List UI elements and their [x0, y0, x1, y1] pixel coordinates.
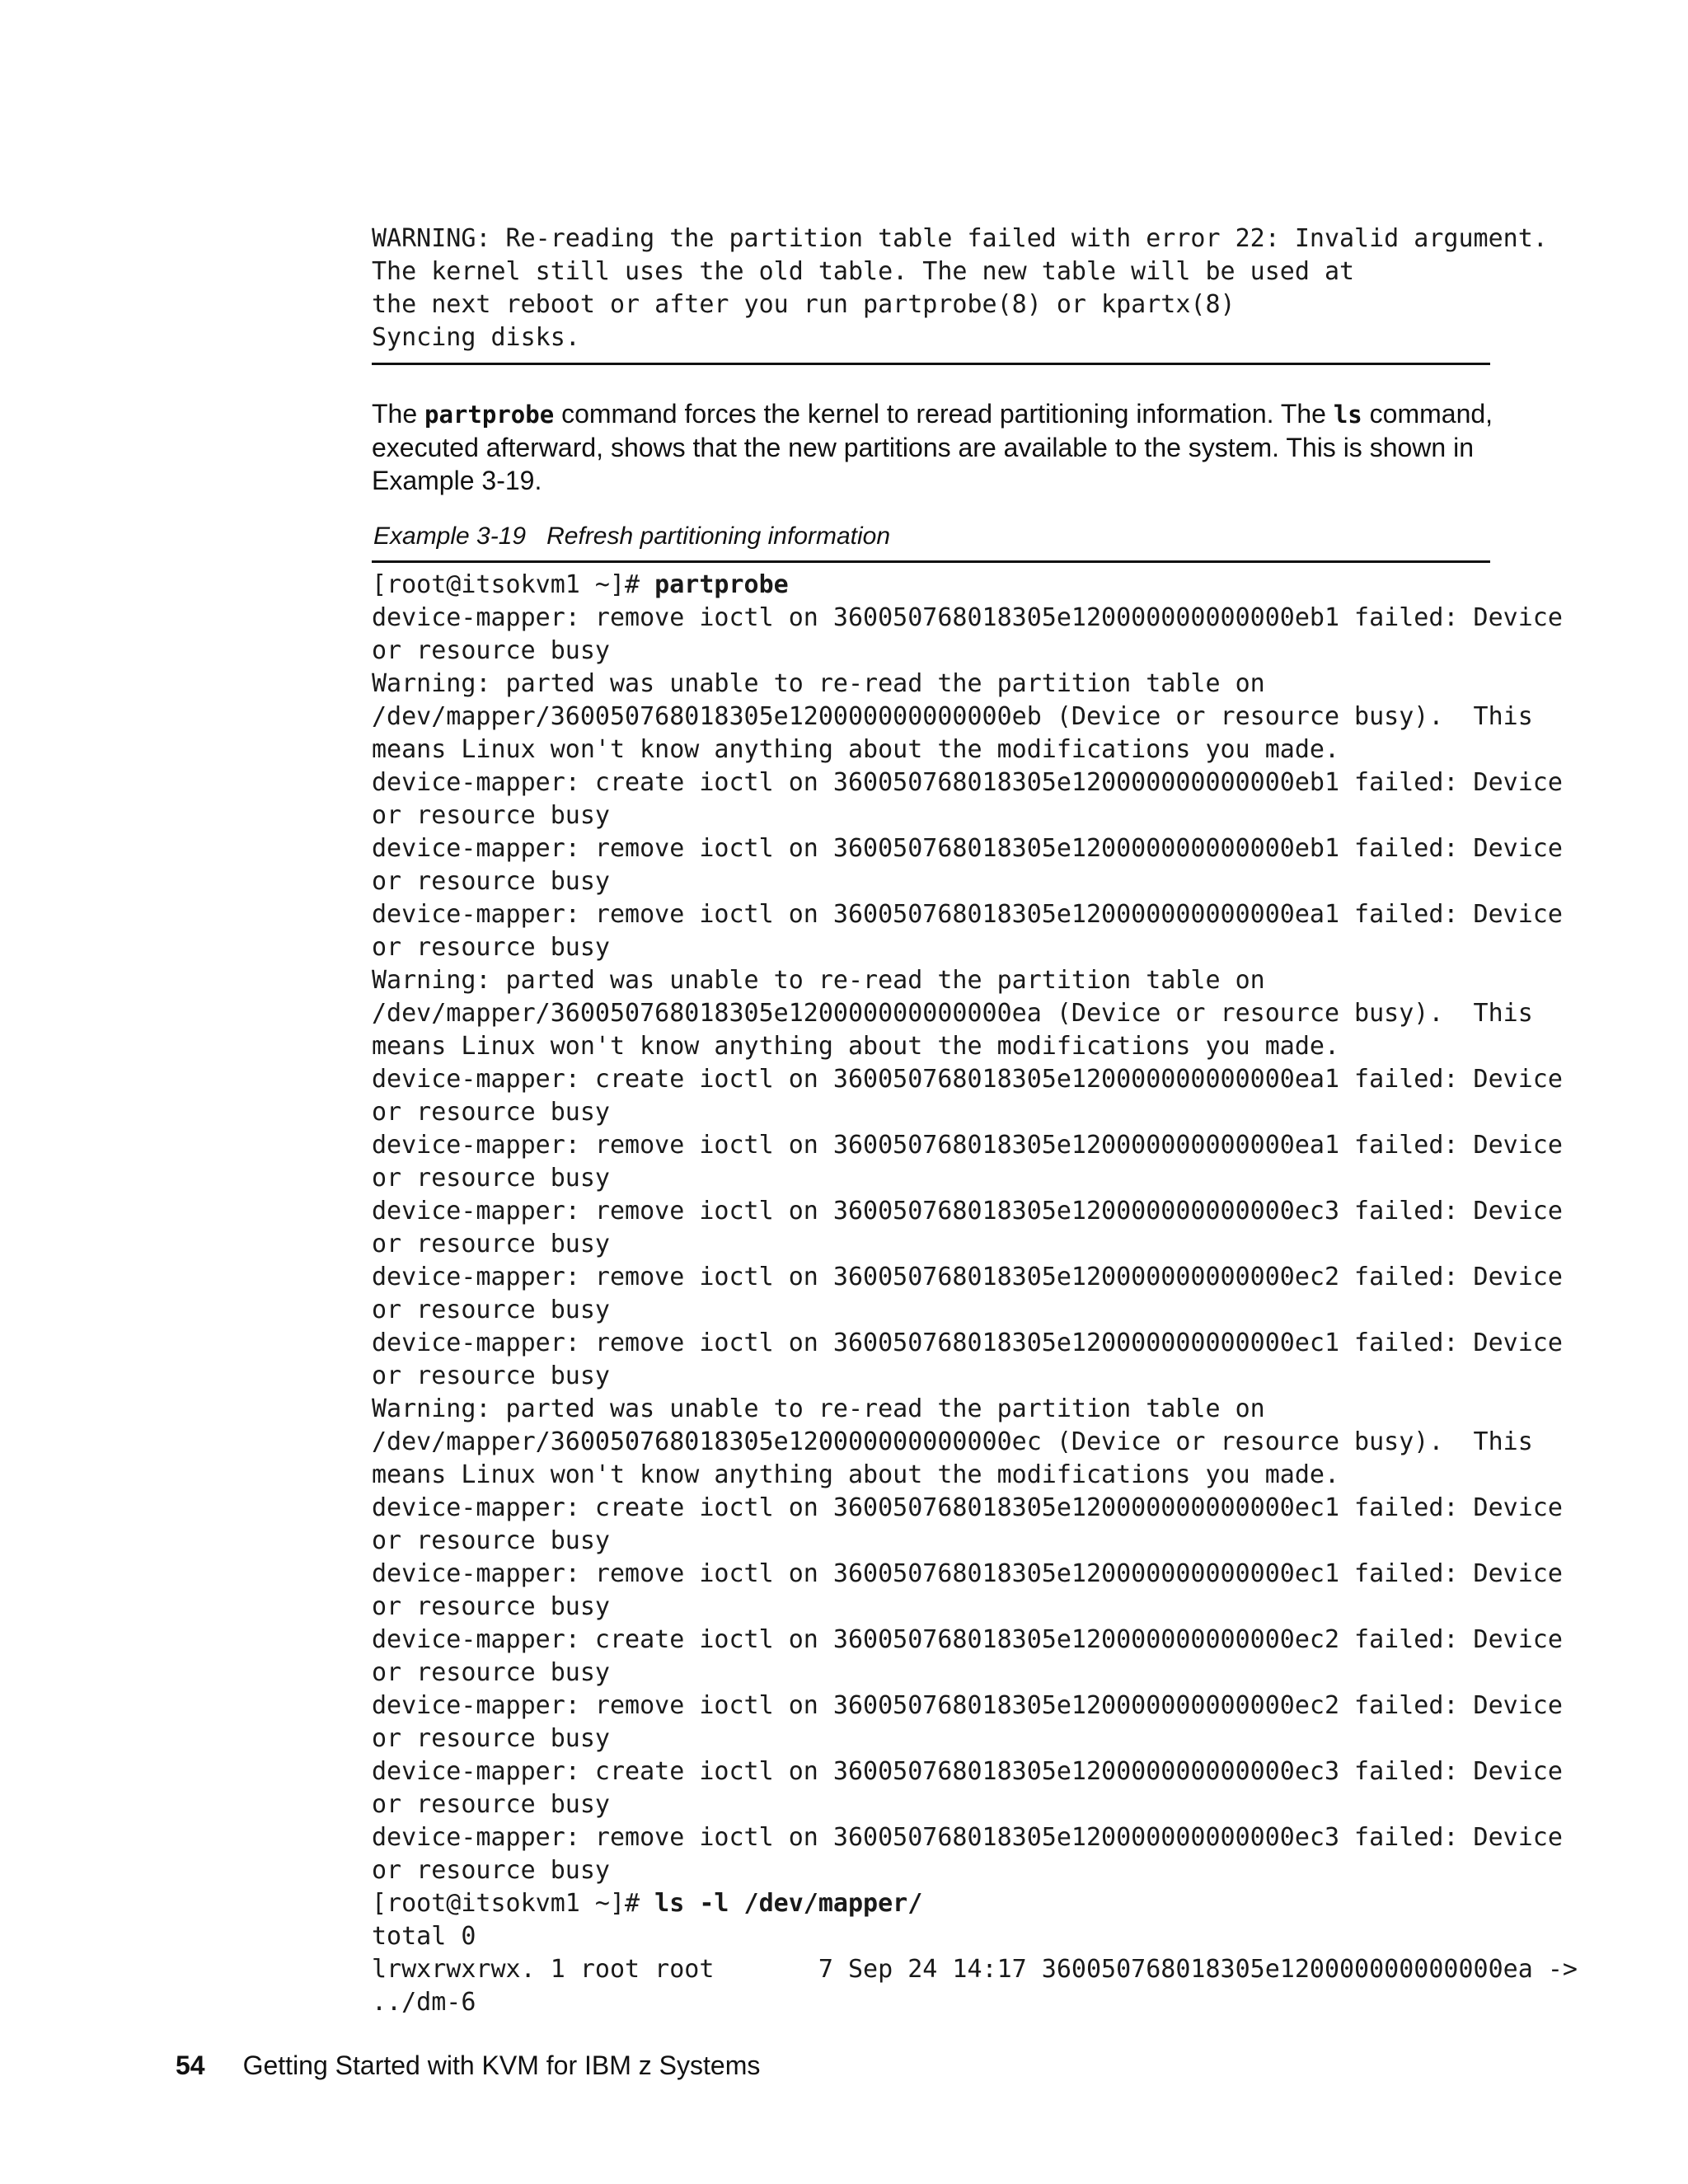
- prompt-line: [372, 1887, 1578, 1920]
- output-line: or resource busy: [372, 636, 610, 665]
- output-line: or resource busy: [372, 801, 610, 830]
- paragraph-text: command forces the kernel to reread partitioning information. The: [554, 399, 1334, 429]
- output-line: The kernel still uses the old table. The new table will be used at: [372, 257, 1355, 286]
- output-line: or resource busy: [372, 1164, 610, 1193]
- partprobe-output: [372, 602, 1578, 1887]
- example-code-block: [372, 569, 1578, 2019]
- output-line: or resource busy: [372, 1790, 610, 1819]
- output-line: device-mapper: create ioctl on 360050768018305e120000000000000ec3 failed: Device: [372, 1757, 1563, 1786]
- output-line: total 0: [372, 1922, 476, 1951]
- output-line: or resource busy: [372, 1658, 610, 1687]
- output-line: device-mapper: remove ioctl on 360050768018305e120000000000000ec1 failed: Device: [372, 1329, 1563, 1357]
- output-line: /dev/mapper/360050768018305e120000000000000ea (Device or resource busy). This: [372, 999, 1533, 1028]
- output-line: means Linux won't know anything about the modifications you made.: [372, 1460, 1339, 1489]
- ls-output: [372, 1920, 1578, 2019]
- output-line: or resource busy: [372, 933, 610, 962]
- prompt-line: [372, 569, 1578, 602]
- warning-output-block: [372, 223, 1548, 354]
- output-line: device-mapper: remove ioctl on 360050768018305e120000000000000ec2 failed: Device: [372, 1263, 1563, 1291]
- output-line: /dev/mapper/360050768018305e120000000000000ec (Device or resource busy). This: [372, 1427, 1533, 1456]
- output-line: device-mapper: remove ioctl on 360050768018305e120000000000000ea1 failed: Device: [372, 1131, 1563, 1160]
- output-line: means Linux won't know anything about the modifications you made.: [372, 735, 1339, 764]
- body-paragraph: [372, 397, 1501, 497]
- output-line: Warning: parted was unable to re-read the partition table on: [372, 966, 1265, 995]
- output-line: the next reboot or after you run partprobe(8) or kpartx(8): [372, 290, 1236, 319]
- book-title: Getting Started with KVM for IBM z Systems: [242, 2050, 761, 2080]
- output-line: /dev/mapper/360050768018305e120000000000000eb (Device or resource busy). This: [372, 702, 1533, 731]
- output-line: device-mapper: create ioctl on 360050768018305e120000000000000ec2 failed: Device: [372, 1625, 1563, 1654]
- output-line: device-mapper: remove ioctl on 360050768018305e120000000000000ec2 failed: Device: [372, 1691, 1563, 1720]
- output-line: device-mapper: remove ioctl on 360050768018305e120000000000000eb1 failed: Device: [372, 603, 1563, 632]
- inline-command-ls: ls: [1333, 401, 1362, 429]
- example-title: Refresh partitioning information: [546, 523, 891, 550]
- output-line: or resource busy: [372, 1230, 610, 1258]
- output-line: or resource busy: [372, 1856, 610, 1885]
- output-line: Syncing disks.: [372, 323, 580, 352]
- block-bottom-rule: [372, 363, 1490, 365]
- output-line: Warning: parted was unable to re-read the partition table on: [372, 1394, 1265, 1423]
- output-line: or resource busy: [372, 1296, 610, 1324]
- page-footer: [176, 2050, 760, 2081]
- output-line: WARNING: Re-reading the partition table failed with error 22: Invalid argument.: [372, 224, 1548, 253]
- output-line: means Linux won't know anything about the modifications you made.: [372, 1032, 1339, 1061]
- example-label: Example 3-19: [373, 523, 527, 550]
- page-number: 54: [176, 2050, 205, 2080]
- output-line: or resource busy: [372, 867, 610, 896]
- paragraph-text: command, executed afterward, shows that the new partitions are available to the system. This is shown in Example 3-19.: [372, 399, 1493, 495]
- output-line: ../dm-6: [372, 1988, 476, 2017]
- output-line: device-mapper: create ioctl on 360050768018305e120000000000000ec1 failed: Device: [372, 1493, 1563, 1522]
- example-top-rule: [372, 560, 1490, 563]
- shell-prompt: [root@itsokvm1 ~]#: [372, 1889, 655, 1918]
- inline-command-partprobe: partprobe: [424, 401, 555, 429]
- output-line: device-mapper: remove ioctl on 360050768018305e120000000000000ec1 failed: Device: [372, 1559, 1563, 1588]
- output-line: device-mapper: create ioctl on 360050768018305e120000000000000ea1 failed: Device: [372, 1065, 1563, 1094]
- example-caption: [373, 523, 890, 551]
- output-line: device-mapper: remove ioctl on 360050768018305e120000000000000ea1 failed: Device: [372, 900, 1563, 929]
- command-ls: ls -l /dev/mapper/: [654, 1889, 923, 1918]
- paragraph-text: The: [372, 399, 425, 429]
- output-line: or resource busy: [372, 1098, 610, 1127]
- output-line: device-mapper: remove ioctl on 360050768018305e120000000000000ec3 failed: Device: [372, 1197, 1563, 1226]
- output-line: or resource busy: [372, 1526, 610, 1555]
- shell-prompt: [root@itsokvm1 ~]#: [372, 570, 655, 599]
- output-line: device-mapper: remove ioctl on 360050768018305e120000000000000eb1 failed: Device: [372, 834, 1563, 863]
- command-partprobe: partprobe: [654, 570, 789, 599]
- output-line: device-mapper: create ioctl on 360050768018305e120000000000000eb1 failed: Device: [372, 768, 1563, 797]
- output-line: or resource busy: [372, 1724, 610, 1753]
- output-line: device-mapper: remove ioctl on 360050768018305e120000000000000ec3 failed: Device: [372, 1823, 1563, 1852]
- output-line: or resource busy: [372, 1592, 610, 1621]
- output-line: or resource busy: [372, 1361, 610, 1390]
- output-line: lrwxrwxrwx. 1 root root 7 Sep 24 14:17 360050768018305e120000000000000ea ->: [372, 1955, 1578, 1984]
- output-line: Warning: parted was unable to re-read the partition table on: [372, 669, 1265, 698]
